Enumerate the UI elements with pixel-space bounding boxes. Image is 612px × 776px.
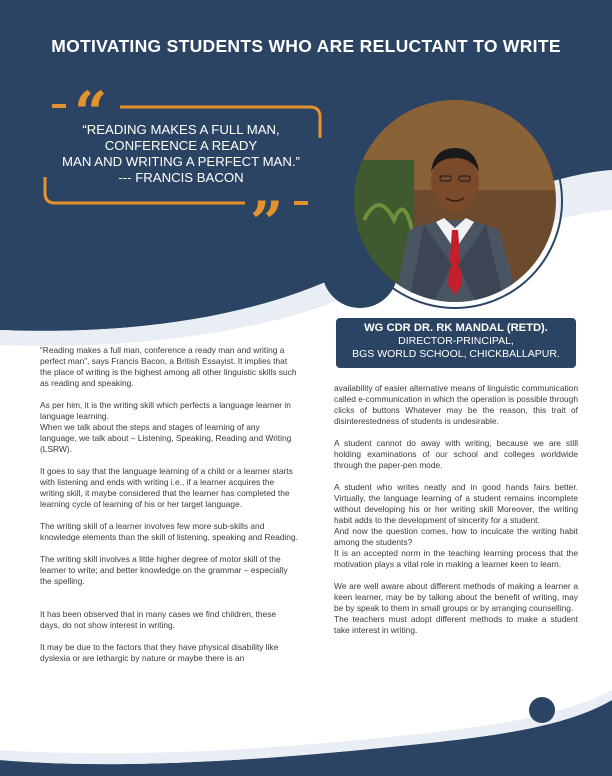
paragraph: It is an accepted norm in the teaching learning process that the motivation plays a vital role in making a learner keen to learn. (334, 548, 578, 569)
author-caption (336, 318, 576, 368)
paragraph: It goes to say that the language learning of a child or a learner starts with listening and ends with writing i.e., if a learner acquires the writing skill, it maybe considered that the learner has completed the learning cycle of learning of his or her target language. (40, 466, 293, 509)
paragraph: It may be due to the factors that they have physical disability like dyslexia or are lethargic by nature or maybe there is an (40, 642, 279, 663)
paragraph: We are well aware about different methods of making a learner a keen learner, may be by talking about the benefit of writing, may be by speak to them in small groups or by arranging counselling. (334, 581, 578, 613)
author-name: WG CDR DR. RK MANDAL (RETD). (364, 322, 548, 334)
paragraph: availability of easier alternative means of linguistic communication called e-communication in which the operation is possible through clicks of buttons Whatever may be the reason, this trait of disinterestedness of students is undesirable. (334, 383, 578, 426)
close-quote-icon: ” (250, 189, 284, 257)
paragraph: As per him, it is the writing skill which perfects a language learner in language learning. (40, 400, 291, 421)
footer-wave (0, 700, 612, 776)
paragraph: The writing skill involves a little higher degree of motor skill of the learner to write; and better knowledge on the grammar – especially the spelling. (40, 554, 288, 586)
author-role: DIRECTOR-PRINCIPAL, (398, 335, 514, 347)
paragraph: When we talk about the steps and stages of learning of any language, we talk about – Listening, Speaking, Reading and Writing (LSRW). (40, 422, 292, 454)
author-school: BGS WORLD SCHOOL, CHICKBALLAPUR. (352, 348, 560, 360)
quote-line: CONFERENCE A READY (104, 138, 258, 153)
quote-attribution: --- FRANCIS BACON (118, 170, 244, 185)
page-title: MOTIVATING STUDENTS WHO ARE RELUCTANT TO WRITE (51, 36, 561, 56)
author-photo (354, 100, 556, 302)
paragraph: “Reading makes a full man, conference a ready man and writing a perfect man”, says Francis Bacon, a British Essayist. It implies that the place of writing is the highest among all other linguistic skills such as reading and speaking. (40, 345, 297, 388)
quote-line: “READING MAKES A FULL MAN, (82, 122, 280, 137)
paragraph: And now the question comes, how to inculcate the writing habit among the students? (334, 526, 578, 547)
paragraph: It has been observed that in many cases we find children, these days, do not show interest in writing. (40, 609, 277, 630)
quote-block (46, 122, 316, 186)
decor-circle-small (529, 697, 555, 723)
open-quote-icon: “ (74, 79, 108, 147)
paragraph: A student cannot do away with writing, because we are still holding examinations of our school and colleges worldwide through the paper-pen mode. (334, 438, 578, 470)
article-right-column (334, 383, 578, 647)
article-left-column (40, 345, 298, 675)
paragraph: A student who writes neatly and in good hands fairs better. Virtually, the language learning of a student remains incomplete without developing his or her writing skill Moreover, the writing habit adds to the development of sincerity for a student. (334, 482, 578, 525)
paragraph: The writing skill of a learner involves few more sub-skills and knowledge elements than the skill of listening, speaking and Reading. (40, 521, 298, 542)
quote-line: MAN AND WRITING A PERFECT MAN.” (62, 154, 300, 169)
paragraph: The teachers must adopt different methods to make a student take interest in writing. (334, 614, 578, 635)
